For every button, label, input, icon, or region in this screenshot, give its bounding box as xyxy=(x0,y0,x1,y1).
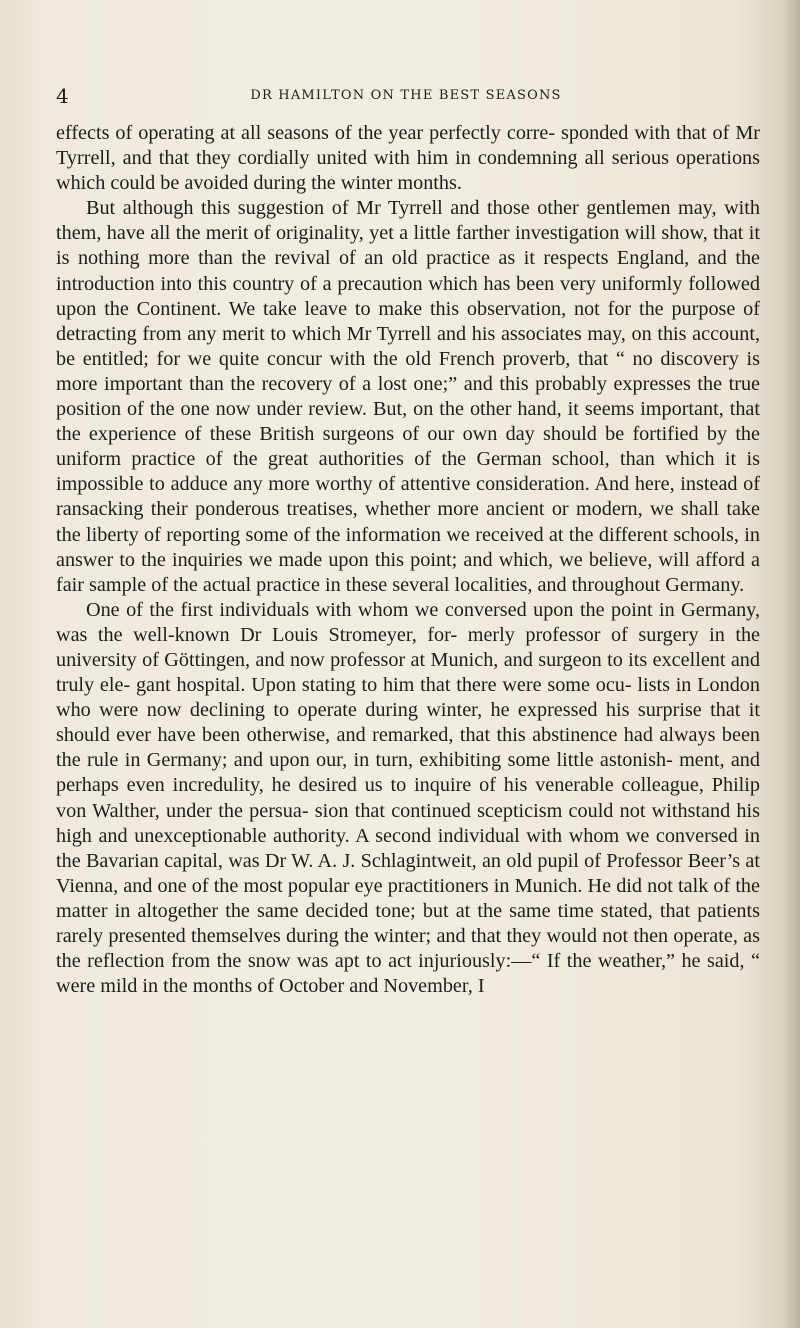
paragraph-continued: effects of operating at all seasons of the year perfectly corre- sponded with that of Mr Tyrrell, and that they cordially united with him in condemning all serious operations which could be avoided during the winter months. xyxy=(56,122,760,195)
running-head xyxy=(56,84,756,108)
running-title: DR HAMILTON ON THE BEST SEASONS xyxy=(250,88,562,103)
paragraph-stromeyer: One of the first individuals with whom we conversed upon the point in Germany, was the well-known Dr Louis Stromeyer, for- merly professor of surgery in the university of Göttingen, and now professor at Munich, and surgeon to its excellent and truly ele- gant hospital. Upon stating to him that there were some ocu- lists in London who were now declining to operate during winter, he expressed his surprise that it should ever have been otherwise, and remarked, that this abstinence had always been the rule in Germany; and upon our, in turn, exhibiting some little astonish- ment, and perhaps even incredulity, he desired us to inquire of his venerable colleague, Philip von Walther, under the persua- sion that continued scepticism could not withstand his high and unexceptionable authority. A second individual with whom we conversed in the Bavarian capital, was Dr W. A. J. Schlagintweit, an old pupil of Professor Beer’s at Vienna, and one of the most popular eye practitioners in Munich. He did not talk of the matter in altogether the same decided tone; but at the same time stated, that patients rarely presented themselves during the winter; and that they would not then operate, as the reflection from the snow was apt to act injuriously:—“ If the weather,” he said, “ were mild in the months of October and November, I xyxy=(56,598,760,998)
body-text xyxy=(56,121,760,999)
paragraph-tyrrell-suggestion: But although this suggestion of Mr Tyrrell and those other gentlemen may, with them, have all the merit of originality, yet a little farther investigation will show, that it is nothing more than the revival of an old practice as it respects England, and the introduction into this country of a precaution which has been very uniformly followed upon the Continent. We take leave to make this observation, not for the purpose of detracting from any merit to which Mr Tyrrell and his associates may, on this account, be entitled; for we quite concur with the old French proverb, that “ no discovery is more important than the recovery of a lost one;” and this probably expresses the true position of the one now under review. But, on the other hand, it seems important, that the experience of these British surgeons of our own day should be fortified by the uniform practice of the great authorities of the German school, than which it is impossible to adduce any more worthy of attentive consideration. And here, instead of ransacking their ponderous treatises, whether more ancient or modern, we shall take the liberty of reporting some of the information we received at the different schools, in answer to the inquiries we made upon this point; and which, we believe, will afford a fair sample of the actual practice in these several localities, and throughout Germany. xyxy=(56,197,760,596)
page-number: 4 xyxy=(56,84,69,108)
